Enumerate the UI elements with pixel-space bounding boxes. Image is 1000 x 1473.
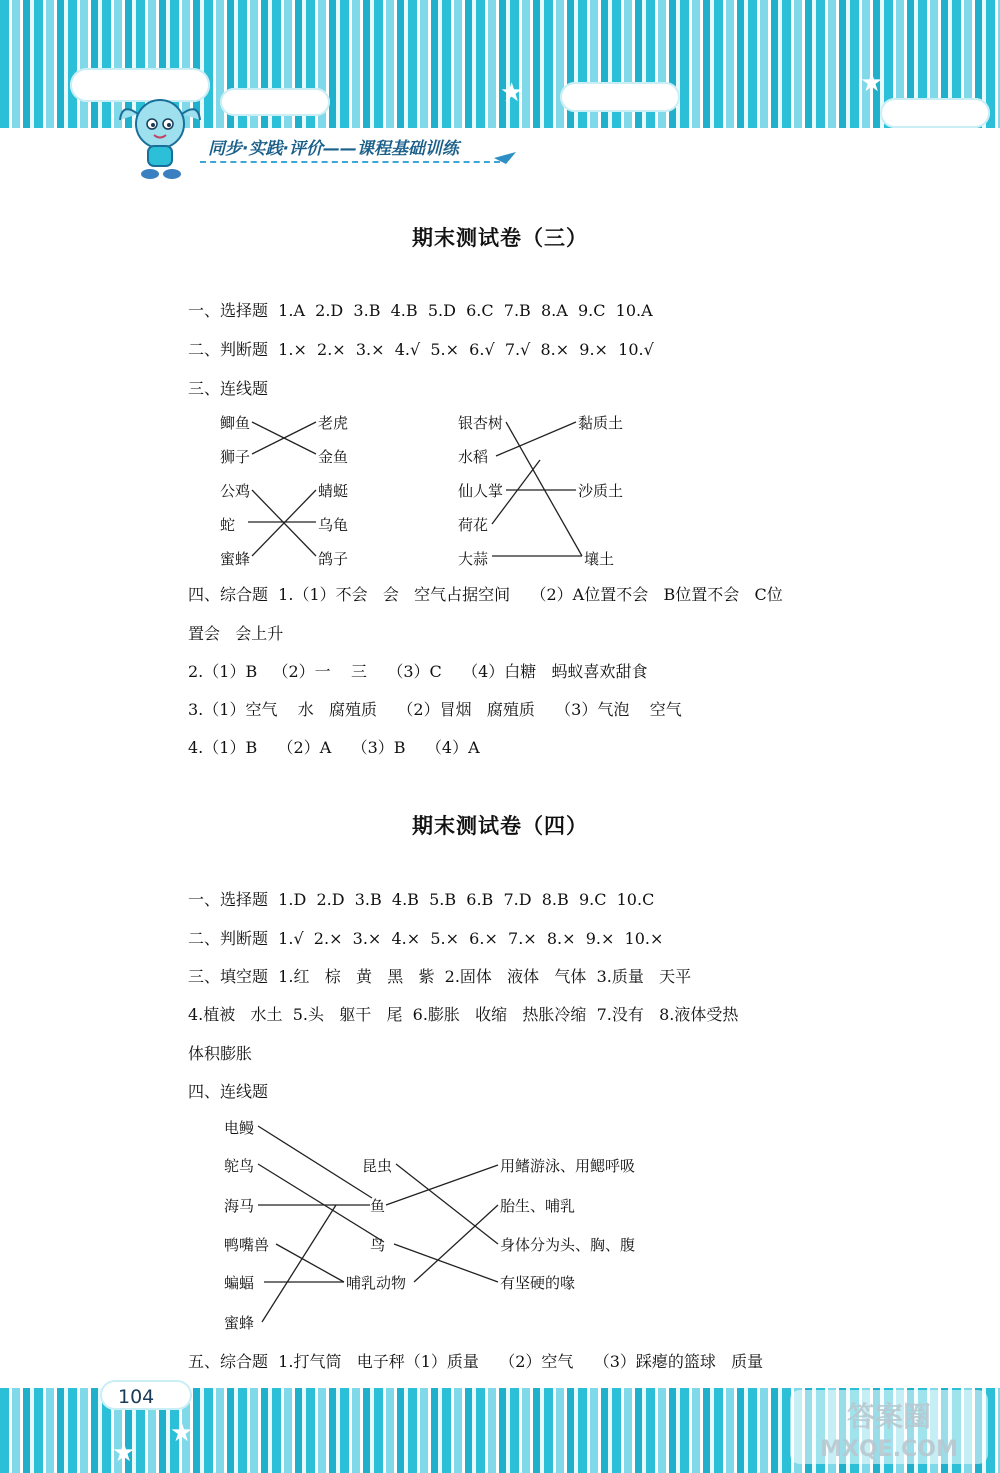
match-item: 哺乳动物 [346,1274,407,1292]
match-item: 昆虫 [362,1157,393,1175]
connector-line [506,422,582,556]
match-item: 银杏树 [458,414,504,432]
connector-line [414,1205,498,1282]
test3-line: 三、连线题 [188,379,269,398]
test4-line: 体积膨胀 [188,1044,253,1063]
connector-line [276,1244,344,1282]
test3-line: 置会 会上升 [188,624,284,643]
match-item: 黏质土 [578,414,624,432]
match-item: 用鳍游泳、用鳃呼吸 [500,1157,636,1175]
match-item: 乌龟 [318,516,349,534]
match-item: 壤土 [584,550,615,568]
test4-line: 一、选择题 1.D 2.D 3.B 4.B 5.B 6.B 7.D 8.B 9.C 10.C [188,890,655,909]
test4-line: 四、连线题 [188,1082,269,1101]
header-divider [200,161,500,163]
connector-line [252,422,316,454]
connector-line [386,1165,498,1205]
connector-line [252,490,316,556]
match-item: 胎生、哺乳 [500,1197,576,1215]
match-item: 金鱼 [318,448,349,466]
test4-line: 五、综合题 1.打气筒 电子秤（1）质量 （2）空气 （3）踩瘪的篮球 质量 [188,1352,764,1371]
header-title: 同步·实践·评价——课程基础训练 [208,139,459,159]
test4-line: 三、填空题 1.红 棕 黄 黑 紫 2.固体 液体 气体 3.质量 天平 [188,967,692,986]
match-item: 有坚硬的喙 [500,1274,576,1292]
test4-line: 二、判断题 1.√ 2.× 3.× 4.× 5.× 6.× 7.× 8.× 9.× 10.× [188,929,664,948]
match-item: 鲫鱼 [220,414,251,432]
connector-line [252,422,316,454]
page-number: 104 [118,1386,155,1408]
test3-line: 四、综合题 1.（1）不会 会 空气占据空间 （2）A位置不会 B位置不会 C位 [188,585,783,604]
connector-line [262,1205,336,1322]
match-item: 蝙蝠 [224,1274,255,1292]
test3-line: 4.（1）B （2）A （3）B （4）A [188,738,480,757]
match-item: 鸽子 [318,550,349,568]
match-item: 鸭嘴兽 [224,1236,270,1254]
match-item: 水稻 [458,448,489,466]
connector-line [496,422,576,456]
mascot-icon [112,88,208,184]
connector-line [394,1244,498,1282]
match-item: 海马 [224,1197,255,1215]
paper-plane-icon [494,150,516,166]
cloud-decoration [560,82,680,112]
match-item: 蛇 [220,516,236,534]
svg-text:答案圈: 答案圈 [846,1400,932,1433]
connector-line [258,1126,372,1198]
connector-line [252,490,316,556]
test3-line: 二、判断题 1.× 2.× 3.× 4.√ 5.× 6.√ 7.√ 8.× 9.× 10.√ [188,340,654,359]
match-item: 狮子 [220,448,251,466]
match-item: 沙质土 [578,482,624,500]
match-item: 蜜蜂 [220,550,251,568]
match-item: 公鸡 [220,482,251,500]
watermark-logo [784,1386,994,1468]
match-item: 鸵鸟 [224,1157,255,1175]
match-item: 身体分为头、胸、腹 [500,1236,636,1254]
star-icon: ★ [170,1418,194,1448]
svg-text:MXQE.COM: MXQE.COM [820,1437,958,1462]
test3-line: 一、选择题 1.A 2.D 3.B 4.B 5.D 6.C 7.B 8.A 9.C 10.A [188,301,653,320]
match-item: 蜜蜂 [224,1314,255,1332]
star-icon: ★ [500,78,524,108]
test4-title: 期末测试卷（四） [412,814,588,838]
cloud-decoration [880,98,990,128]
match-item: 鱼 [370,1197,386,1215]
test3-line: 3.（1）空气 水 腐殖质 （2）冒烟 腐殖质 （3）气泡 空气 [188,700,682,719]
match-item: 电鳗 [224,1119,255,1137]
match-item: 仙人掌 [458,482,504,500]
star-icon: ★ [860,68,884,98]
match-item: 荷花 [458,516,489,534]
star-icon: ★ [236,84,260,114]
match-item: 老虎 [318,414,349,432]
match-item: 大蒜 [458,550,489,568]
star-icon: ★ [112,1438,136,1468]
test3-title: 期末测试卷（三） [412,226,588,250]
test4-line: 4.植被 水土 5.头 躯干 尾 6.膨胀 收缩 热胀冷缩 7.没有 8.液体受热 [188,1005,739,1024]
match-item: 鸟 [370,1236,386,1254]
test3-line: 2.（1）B （2）一 三 （3）C （4）白糖 蚂蚁喜欢甜食 [188,662,648,681]
connector-line [396,1164,498,1244]
match-item: 蜻蜓 [318,482,349,500]
